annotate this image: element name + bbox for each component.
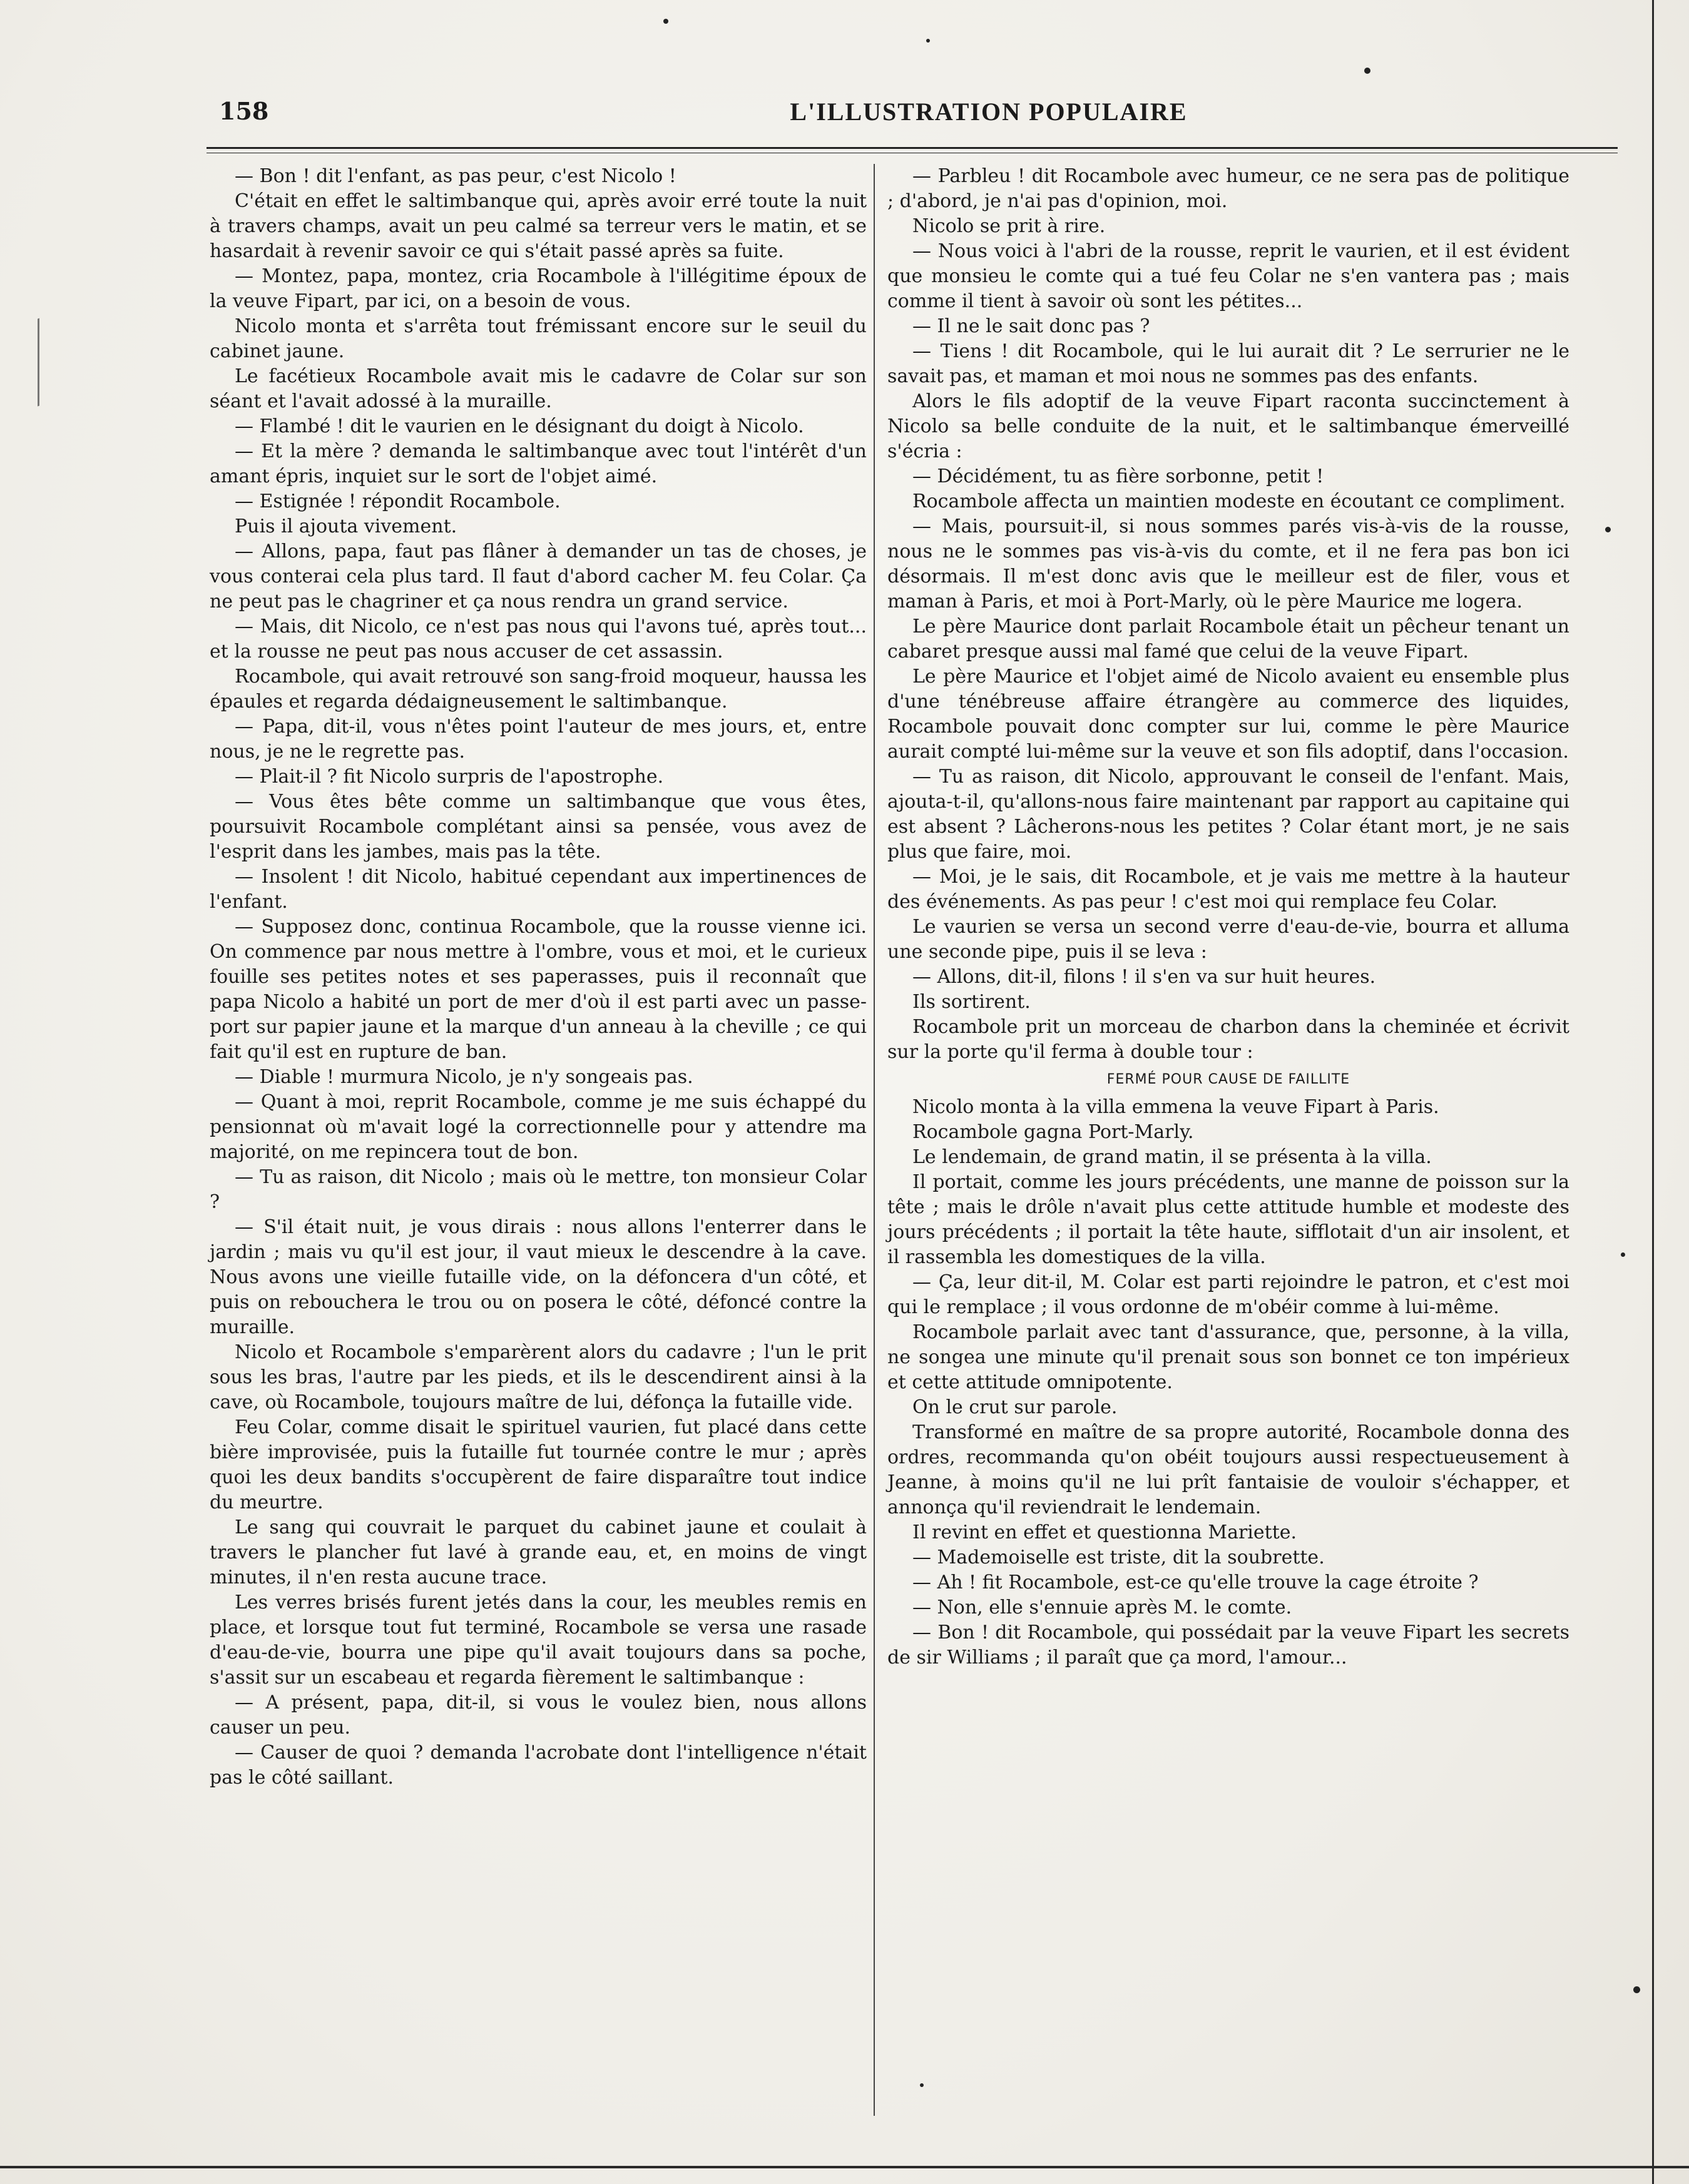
paragraph: Nicolo se prit à rire.: [912, 215, 1106, 237]
paragraph: Les verres brisés furent jetés dans la cour, les meubles remis en place, et lorsque tout fut terminé, Rocambole se versa une rasade d'eau-de-vie, bourra une pipe qu'il avait toujours dans sa poche, s'assit sur un escabeau et regarda fièrement le saltimbanque :: [210, 1592, 867, 1689]
paragraph: — Non, elle s'ennuie après M. le comte.: [912, 1597, 1292, 1618]
paragraph: — Décidément, tu as fière sorbonne, petit !: [912, 465, 1324, 487]
paragraph: — Montez, papa, montez, cria Rocambole à l'illégitime époux de la veuve Fipart, par ici, on a besoin de vous.: [210, 265, 867, 312]
header-rule: [207, 147, 1618, 153]
paragraph: — Nous voici à l'abri de la rousse, reprit le vaurien, et il est évident que monsieu le comte qui a tué feu Colar ne s'en vantera pas ; mais comme il tient à savoir où sont les pétites...: [887, 240, 1569, 312]
paragraph: Le vaurien se versa un second verre d'eau-de-vie, bourra et alluma une seconde pipe, puis il se leva :: [887, 916, 1569, 963]
paragraph: — Flambé ! dit le vaurien en le désignant du doigt à Nicolo.: [235, 415, 804, 437]
ink-speck: [1633, 1986, 1640, 1993]
paragraph: Feu Colar, comme disait le spirituel vaurien, fut placé dans cette bière improvisée, puis la futaille fut tournée contre le mur ; après quoi les deux bandits s'occupèrent de faire disparaître tout indice du meurtre.: [210, 1416, 867, 1513]
paragraph: Il portait, comme les jours précédents, une manne de poisson sur la tête ; mais le drôle n'avait plus cette attitude humble et modeste des jours précédents ; il portait la tête haute, sifflotait d'un air insolent, et il rassembla les domestiques de la villa.: [887, 1171, 1569, 1268]
paragraph: Le sang qui couvrait le parquet du cabinet jaune et coulait à travers le plancher fut lavé à grande eau, et, en moins de vingt minutes, il n'en resta aucune trace.: [210, 1516, 867, 1588]
paragraph: — Moi, je le sais, dit Rocambole, et je vais me mettre à la hauteur des événements. As pas peur ! c'est moi qui remplace feu Colar.: [887, 866, 1569, 913]
journal-title: L'ILLUSTRATION POPULAIRE: [790, 98, 1188, 126]
page-edge-right: [1652, 0, 1654, 2184]
ink-speck: [1364, 68, 1370, 74]
paragraph: Il revint en effet et questionna Mariette.: [912, 1521, 1297, 1543]
column-divider: [874, 164, 875, 2116]
margin-scribble: [0, 318, 39, 420]
notice-text: FERMÉ POUR CAUSE DE FAILLITE: [1106, 1072, 1350, 1087]
paragraph: — Bon ! dit Rocambole, qui possédait par la veuve Fipart les secrets de sir Williams ; il paraît que ça mord, l'amour...: [887, 1622, 1569, 1668]
paragraph: — Tiens ! dit Rocambole, qui le lui aurait dit ? Le serrurier ne le savait pas, et maman et moi nous ne sommes pas des enfants.: [887, 340, 1569, 387]
paragraph: — Diable ! murmura Nicolo, je n'y songeais pas.: [235, 1066, 693, 1088]
paragraph: — Estignée ! répondit Rocambole.: [235, 490, 561, 512]
ink-speck: [1605, 527, 1611, 532]
paragraph: Nicolo monta à la villa emmena la veuve Fipart à Paris.: [912, 1096, 1439, 1118]
paragraph: Rocambole parlait avec tant d'assurance, que, personne, à la villa, ne songea une minute qu'il prenait sous son bonnet ce ton impérieux et cette attitude omnipotente.: [887, 1321, 1569, 1393]
paragraph: — Plait-il ? fit Nicolo surpris de l'apostrophe.: [235, 766, 664, 788]
paragraph: — Insolent ! dit Nicolo, habitué cependant aux impertinences de l'enfant.: [210, 866, 867, 913]
paragraph: — Quant à moi, reprit Rocambole, comme je me suis échappé du pensionnat où m'avait logé la correctionnelle pour y attendre ma majorité, on me repincera tout de bon.: [210, 1091, 867, 1163]
paragraph: — Et la mère ? demanda le saltimbanque avec tout l'intérêt d'un amant épris, inquiet sur le sort de l'objet aimé.: [210, 440, 867, 487]
paragraph: — A présent, papa, dit-il, si vous le voulez bien, nous allons causer un peu.: [210, 1692, 867, 1739]
paragraph: — Vous êtes bête comme un saltimbanque que vous êtes, poursuivit Rocambole complétant ainsi sa pensée, vous avez de l'esprit dans les jambes, mais pas la tête.: [210, 791, 867, 863]
paragraph: On le crut sur parole.: [912, 1396, 1118, 1418]
paragraph: — Tu as raison, dit Nicolo ; mais où le mettre, ton monsieur Colar ?: [210, 1166, 867, 1213]
paragraph: — Supposez donc, continua Rocambole, que la rousse vienne ici. On commence par nous mettre à l'ombre, vous et moi, et le curieux fouille ses petites notes et ses paperasses, puis il reconnaît que papa Nicolo a habité un port de mer d'où il est parti avec un passe-port sur papier jaune et la marque d'un anneau à la cheville ; ce qui fait qu'il est en rupture de ban.: [210, 916, 867, 1063]
paragraph: Rocambole gagna Port-Marly.: [912, 1121, 1194, 1143]
paragraph: — Causer de quoi ? demanda l'acrobate dont l'intelligence n'était pas le côté saillant.: [210, 1742, 867, 1789]
paragraph: Transformé en maître de sa propre autorité, Rocambole donna des ordres, recommanda qu'on obéit toujours aussi respectueusement à Jeanne, à moins qu'il ne lui prît fantaisie de vouloir s'échapper, et annonça qu'il reviendrait le lendemain.: [887, 1421, 1569, 1518]
paragraph: Rocambole prit un morceau de charbon dans la cheminée et écrivit sur la porte qu'il ferma à double tour :: [887, 1016, 1569, 1063]
paragraph: — Il ne le sait donc pas ?: [912, 315, 1150, 337]
paragraph: Le facétieux Rocambole avait mis le cadavre de Colar sur son séant et l'avait adossé à la muraille.: [210, 365, 867, 412]
paragraph: Puis il ajouta vivement.: [235, 516, 457, 537]
page-header: [207, 97, 1646, 141]
paragraph: — Papa, dit-il, vous n'êtes point l'auteur de mes jours, et, entre nous, je ne le regrette pas.: [210, 716, 867, 763]
paragraph: — Mais, dit Nicolo, ce n'est pas nous qui l'avons tué, après tout... et la rousse ne peut pas nous accuser de cet assassin.: [210, 616, 867, 663]
ink-speck: [663, 19, 668, 24]
paragraph: — Tu as raison, dit Nicolo, approuvant le conseil de l'enfant. Mais, ajouta-t-il, qu'allons-nous faire maintenant par rapport au capitaine qui est absent ? Lâcherons-nous les petites ? Colar étant mort, je ne sais plus que faire, moi.: [887, 766, 1569, 863]
paragraph: — Parbleu ! dit Rocambole avec humeur, ce ne sera pas de politique ; d'abord, je n'ai pas d'opinion, moi.: [887, 165, 1569, 212]
paragraph: Nicolo et Rocambole s'emparèrent alors du cadavre ; l'un le prit sous les bras, l'autre par les pieds, et ils le descendirent ainsi à la cave, où Rocambole, toujours maître de lui, défonça la futaille vide.: [210, 1341, 867, 1413]
paragraph: — Ah ! fit Rocambole, est-ce qu'elle trouve la cage étroite ?: [912, 1572, 1479, 1593]
paragraph: — Ça, leur dit-il, M. Colar est parti rejoindre le patron, et c'est moi qui le remplace ; il vous ordonne de m'obéir comme à lui-même.: [887, 1271, 1569, 1318]
paragraph: C'était en effet le saltimbanque qui, après avoir erré toute la nuit à travers champs, avait un peu calmé sa terreur vers le matin, et se hasardait à revenir savoir ce qui s'était passé après sa fuite.: [210, 190, 867, 262]
paragraph: Le père Maurice dont parlait Rocambole était un pêcheur tenant un cabaret presque aussi mal famé que celui de la veuve Fipart.: [887, 616, 1569, 663]
paragraph: Rocambole, qui avait retrouvé son sang-froid moqueur, haussa les épaules et regarda dédaigneusement le saltimbanque.: [210, 666, 867, 713]
right-column: [887, 164, 1569, 1670]
paragraph: Rocambole affecta un maintien modeste en écoutant ce compliment.: [912, 490, 1566, 512]
paragraph: Alors le fils adoptif de la veuve Fipart raconta succinctement à Nicolo sa belle conduite de la nuit, et le saltimbanque émerveillé s'écria :: [887, 390, 1569, 462]
paragraph: Le lendemain, de grand matin, il se présenta à la villa.: [912, 1146, 1432, 1168]
left-column: [210, 164, 867, 1790]
paragraph: — Allons, papa, faut pas flâner à demander un tas de choses, je vous conterai cela plus tard. Il faut d'abord cacher M. feu Colar. Ça ne peut pas le chagriner et ça nous rendra un grand service.: [210, 541, 867, 612]
paragraph: Nicolo monta et s'arrêta tout frémissant encore sur le seuil du cabinet jaune.: [210, 315, 867, 362]
ink-speck: [920, 2083, 924, 2087]
paragraph: Ils sortirent.: [912, 991, 1031, 1013]
paragraph: — Mademoiselle est triste, dit la soubrette.: [912, 1547, 1325, 1568]
paragraph: Le père Maurice et l'objet aimé de Nicolo avaient eu ensemble plus d'une ténébreuse affaire étrangère au commerce des liquides, Rocambole pouvait donc compter sur lui, comme le père Maurice aurait compté lui-même sur la veuve et son fils adoptif, dans l'occasion.: [887, 666, 1569, 763]
paragraph: — Allons, dit-il, filons ! il s'en va sur huit heures.: [912, 966, 1376, 988]
ink-speck: [1621, 1252, 1625, 1257]
paragraph: — Mais, poursuit-il, si nous sommes parés vis-à-vis de la rousse, nous ne le sommes pas vis-à-vis du comte, et il ne fera pas bon ici désormais. Il m'est donc avis que le meilleur est de filer, vous et maman à Paris, et moi à Port-Marly, où le père Maurice me logera.: [887, 516, 1569, 612]
paragraph: — Bon ! dit l'enfant, as pas peur, c'est Nicolo !: [235, 165, 676, 187]
paragraph: — S'il était nuit, je vous dirais : nous allons l'enterrer dans le jardin ; mais vu qu'il est jour, il vaut mieux le descendre à la cave. Nous avons une vieille futaille vide, on la défoncera d'un côté, et puis on rebouchera le trou ou on posera le côté, défoncé contre la muraille.: [210, 1216, 867, 1338]
ink-speck: [926, 39, 930, 43]
page-edge-bottom: [0, 2166, 1689, 2168]
page-number: 158: [219, 97, 269, 125]
